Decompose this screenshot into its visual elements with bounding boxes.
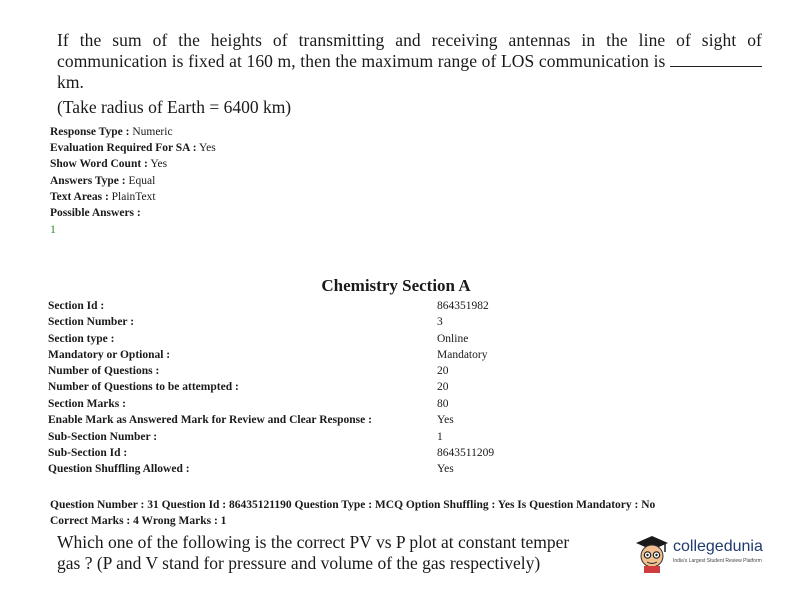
collegedunia-logo: [635, 532, 770, 576]
meta-evaluation: Evaluation Required For SA : Yes: [50, 142, 216, 154]
question-note: (Take radius of Earth = 6400 km): [57, 97, 292, 117]
question-text-unit: km.: [57, 72, 85, 92]
question-2-text: [57, 532, 627, 574]
meta-possible-answers: Possible Answers :: [50, 207, 141, 219]
logo-tagline: India's Largest Student Review Platform: [673, 558, 762, 564]
meta-word-count: Show Word Count : Yes: [50, 158, 168, 170]
mascot-icon: [635, 534, 669, 574]
answer-blank: [670, 52, 762, 67]
question-text: [57, 30, 762, 93]
question-2-line-2: gas ? (P and V stand for pressure and volume of the gas respectively): [57, 553, 541, 573]
question-header: Question Number : 31 Question Id : 86435121190 Question Type : MCQ Option Shuffling : Yes Is Question Mandatory : No: [50, 499, 656, 511]
section-title: Chemistry Section A: [321, 276, 471, 295]
meta-response-type: Response Type : Numeric: [50, 126, 173, 138]
meta-text-areas: Text Areas : PlainText: [50, 191, 156, 203]
question-2-line-1: Which one of the following is the correct PV vs P plot at constant temper: [57, 532, 570, 552]
possible-answer-value: 1: [50, 222, 56, 236]
logo-name: collegedunia: [673, 538, 763, 555]
question-text-main: If the sum of the heights of transmitting and receiving antennas in the line of sight of communication is fixed at 160 m, then the maximum range of LOS communication is: [57, 30, 762, 71]
meta-answers-type: Answers Type : Equal: [50, 175, 156, 187]
question-marks: Correct Marks : 4 Wrong Marks : 1: [50, 515, 227, 527]
